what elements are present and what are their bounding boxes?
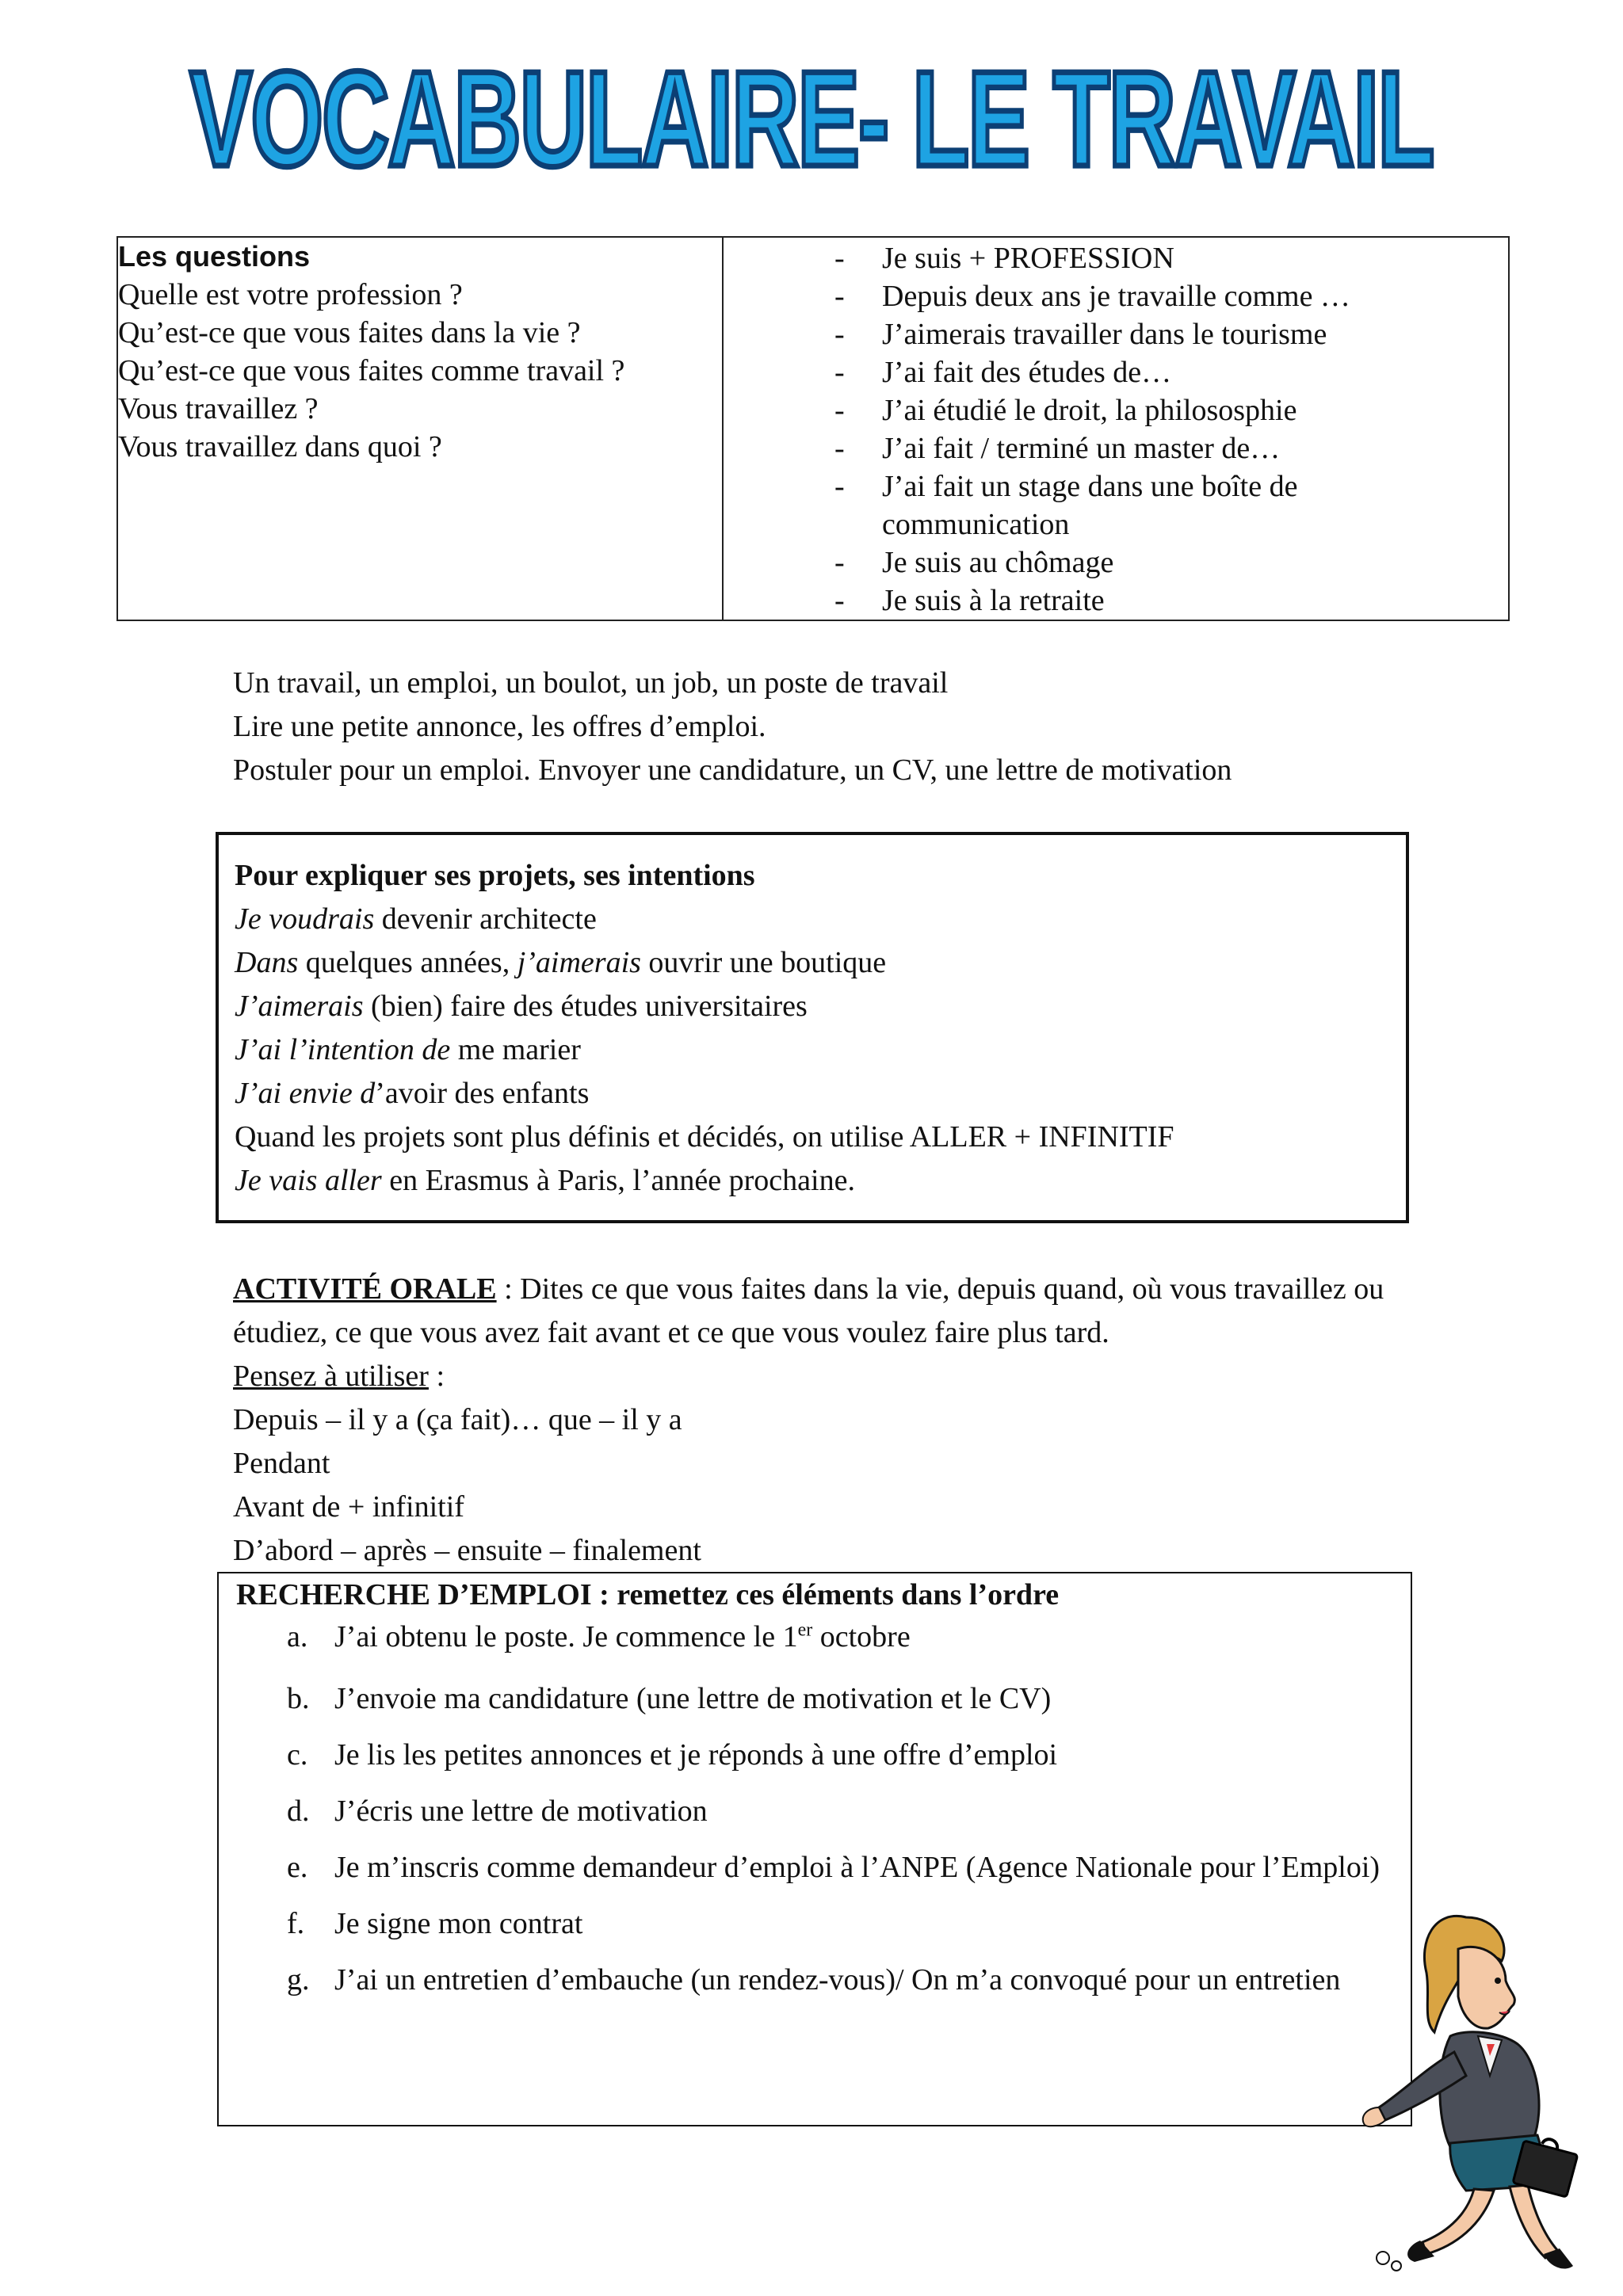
pensez-line: Pensez à utiliser : [233,1360,445,1393]
vocab-line: Postuler pour un emploi. Envoyer une candidature, un CV, une lettre de motivation [233,753,1232,787]
page-title: VOCABULAIRE- LE TRAVAIL [189,44,1434,196]
projets-line: Je vais aller en Erasmus à Paris, l’année prochaine. [235,1164,855,1197]
projets-line: Je voudrais devenir architecte [235,902,597,936]
list-item: d. J’écris une lettre de motivation [287,1794,708,1828]
answer-item: - Je suis à la retraite [724,582,1508,620]
oral-instructions: ACTIVITÉ ORALE : Dites ce que vous faites dans la vie, depuis quand, où vous travaillez ou étudiez, ce que vous avez fait avant et ce que vous voulez faire plus tard. [233,1272,1384,1349]
answer-item: - Je suis + PROFESSION [724,239,1508,277]
oral-line: Depuis – il y a (ça fait)… que – il y a [233,1403,682,1436]
projets-line: Quand les projets sont plus définis et décidés, on utilise ALLER + INFINITIF [235,1120,1174,1154]
question-line: Qu’est-ce que vous faites comme travail ? [118,354,625,387]
list-item: b. J’envoie ma candidature (une lettre de motivation et le CV) [287,1682,1052,1715]
answer-item: - J’ai étudié le droit, la philososphie [724,391,1508,429]
answer-item: - J’aimerais travailler dans le tourisme [724,315,1508,353]
projets-line: Dans quelques années, j’aimerais ouvrir une boutique [235,946,887,979]
questions-heading: Les questions [118,240,311,273]
projets-line: J’ai envie d’avoir des enfants [235,1077,590,1110]
list-item: a. J’ai obtenu le poste. Je commence le 1er octobre [287,1619,911,1653]
oral-line: D’abord – après – ensuite – finalement [233,1534,701,1567]
questions-table [116,236,1510,621]
question-line: Qu’est-ce que vous faites dans la vie ? [118,316,581,349]
projets-box [216,832,1409,1223]
oral-line: Avant de + infinitif [233,1490,464,1524]
list-item: c. Je lis les petites annonces et je réponds à une offre d’emploi [287,1738,1058,1772]
projets-heading: Pour expliquer ses projets, ses intentions [235,859,755,892]
vocab-block [233,662,1232,792]
answer-item: - Depuis deux ans je travaille comme … [724,277,1508,315]
answer-item: - J’ai fait un stage dans une boîte de communication [724,467,1508,543]
recherche-heading: RECHERCHE D’EMPLOI : remettez ces éléments dans l’ordre [236,1578,1060,1611]
projets-line: J’ai l’intention de me marier [235,1033,581,1066]
answer-item: - Je suis au chômage [724,543,1508,582]
list-item: e. Je m’inscris comme demandeur d’emploi à l’ANPE (Agence Nationale pour l’Emploi) [287,1851,1381,1884]
vocab-line: Un travail, un emploi, un boulot, un job, un poste de travail [233,666,949,700]
answer-item: - J’ai fait des études de… [724,353,1508,391]
list-item: f. Je signe mon contrat [287,1907,583,1940]
question-line: Vous travaillez ? [118,392,319,425]
questions-cell [117,237,723,620]
answer-item: - J’ai fait / terminé un master de… [724,429,1508,467]
vocab-line: Lire une petite annonce, les offres d’emploi. [233,710,766,743]
question-line: Quelle est votre profession ? [118,278,463,311]
recherche-list [236,1615,1396,2008]
recherche-box [217,1572,1412,2126]
oral-line: Pendant [233,1447,330,1480]
projets-line: J’aimerais (bien) faire des études universitaires [235,990,808,1023]
answers-cell [723,237,1509,620]
list-item: g. J’ai un entretien d’embauche (un rendez-vous)/ On m’a convoqué pour un entretien [287,1963,1341,1997]
businesswoman-illustration [1347,1886,1585,2282]
oral-label: ACTIVITÉ ORALE [233,1272,497,1306]
oral-activity [233,1268,1406,1573]
question-line: Vous travaillez dans quoi ? [118,430,442,463]
